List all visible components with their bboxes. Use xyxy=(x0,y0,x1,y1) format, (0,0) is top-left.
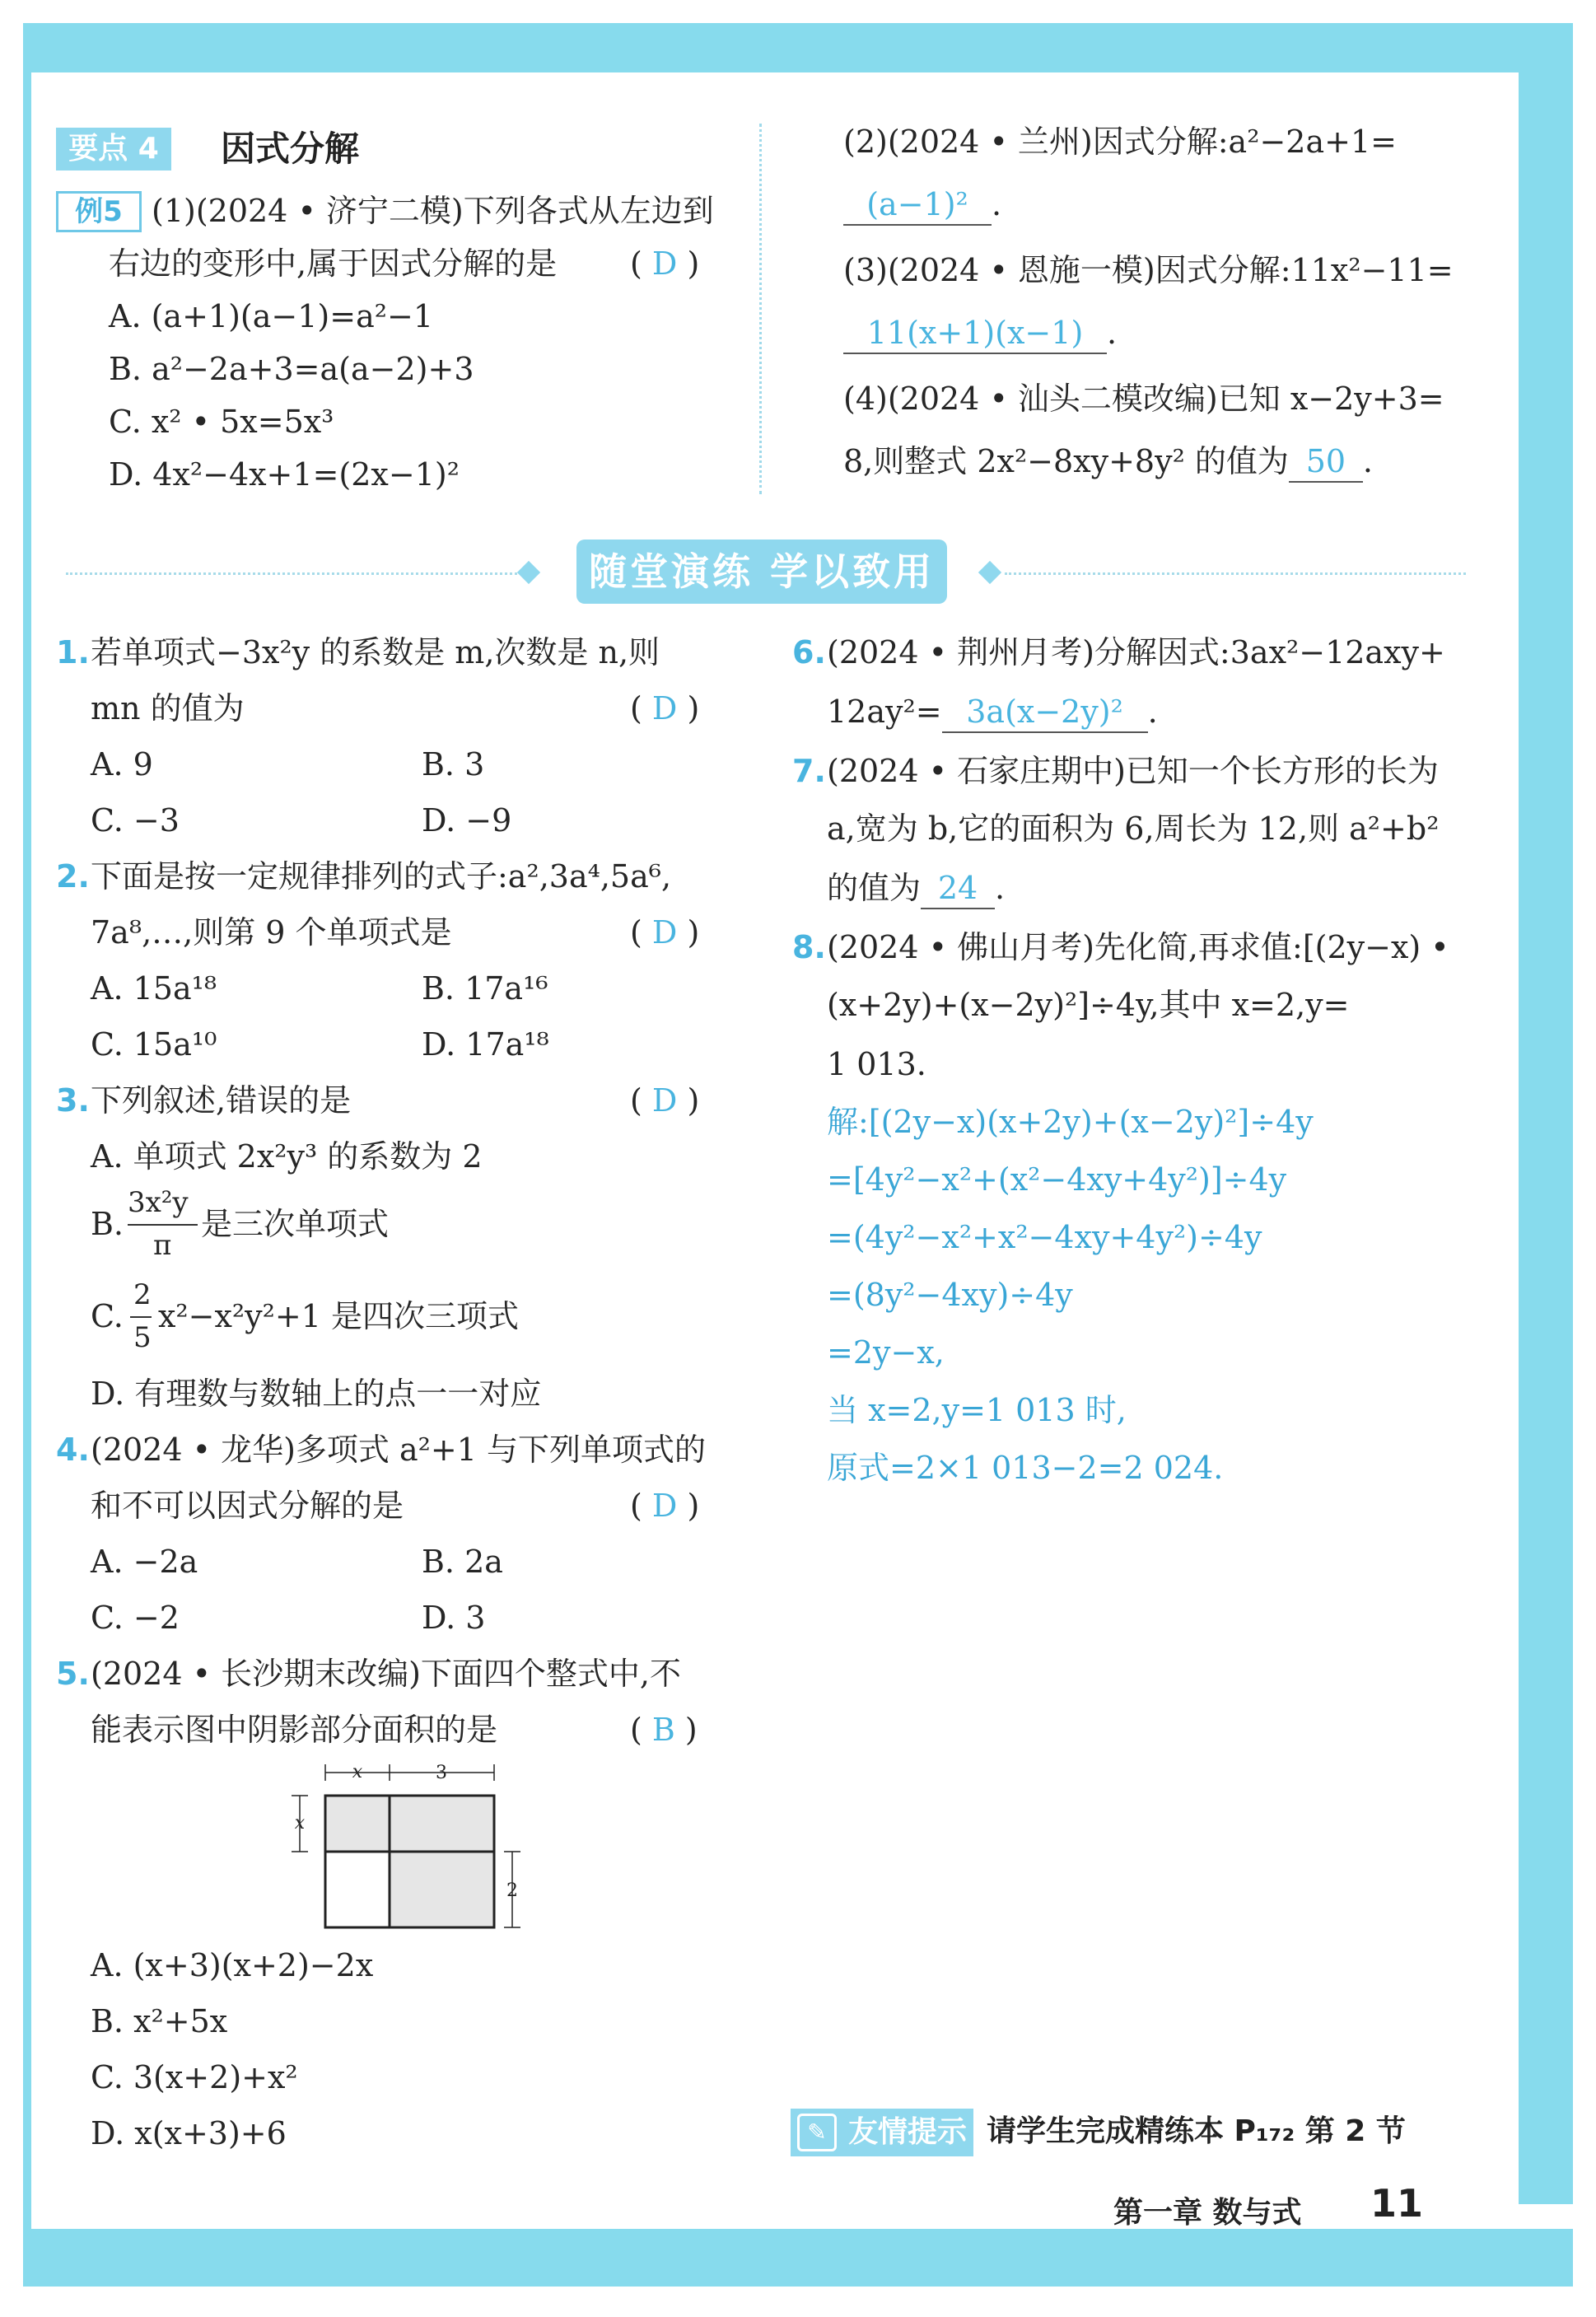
example-q3-line1: (3)(2024 • 恩施一模)因式分解:11x²−11= xyxy=(843,252,1454,288)
exercise-5-answer-paren: ( B ) xyxy=(630,1712,698,1748)
exercise-1-answer: D xyxy=(651,690,678,726)
exercise-2-line1: 下面是按一定规律排列的式子:a²,3a⁴,5a⁶, xyxy=(91,858,672,895)
page-frame-left xyxy=(23,72,31,2229)
exercise-6-line2-text: 12ay²= xyxy=(827,694,942,730)
page-frame-right xyxy=(1517,23,1573,2204)
example-q2-answer-line: (a−1)² . xyxy=(843,186,1001,226)
exercise-4-line1: (2024 • 龙华)多项式 a²+1 与下列单项式的 xyxy=(91,1432,706,1468)
example-q3-answer-line: 11(x+1)(x−1) . xyxy=(843,315,1117,354)
exercise-6-line2: 12ay²= 3a(x−2y)² . xyxy=(827,694,1158,733)
exercise-1-line1: 若单项式−3x²y 的系数是 m,次数是 n,则 xyxy=(91,634,660,670)
exercise-5-option-d: D. x(x+3)+6 xyxy=(91,2115,287,2151)
exercise-7-line3-text: 的值为 xyxy=(827,870,922,906)
exercise-8-line1: (2024 • 佛山月考)先化简,再求值:[(2y−x) • xyxy=(827,929,1449,965)
exercise-1-option-b: B. 3 xyxy=(422,746,485,782)
shaded-bottom-right xyxy=(390,1852,494,1927)
exercise-5-option-a: A. (x+3)(x+2)−2x xyxy=(91,1947,374,1983)
exercise-5-option-b: B. x²+5x xyxy=(91,2003,228,2039)
exercise-3-option-c-numerator: 2 xyxy=(133,1278,152,1311)
exercise-8-solution-line-7: 原式=2×1 013−2=2 024. xyxy=(827,1450,1224,1486)
exercise-8-solution-line-1: 解:[(2y−x)(x+2y)+(x−2y)²]÷4y xyxy=(827,1104,1314,1140)
exercise-2-number: 2. xyxy=(56,858,90,895)
example-q1-option-c: C. x² • 5x=5x³ xyxy=(109,404,334,440)
figure-label-right-2: 2 xyxy=(506,1880,518,1901)
exercise-2-option-a: A. 15a¹⁸ xyxy=(91,970,217,1007)
exercise-3-option-d: D. 有理数与数轴上的点一一对应 xyxy=(91,1376,542,1412)
figure-label-left-x: x xyxy=(294,1813,306,1834)
practice-banner: 随堂演练 学以致用 xyxy=(576,540,947,604)
exercise-8-line3: 1 013. xyxy=(827,1046,926,1082)
exercise-1-answer-paren: ( D ) xyxy=(630,690,700,726)
exercise-3-option-b-numerator: 3x²y xyxy=(128,1186,189,1219)
exercise-8-solution-line-5: =2y−x, xyxy=(827,1334,945,1371)
exercise-5-number: 5. xyxy=(56,1656,90,1692)
example-q4-line2: 8,则整式 2x²−8xy+8y² 的值为 50 . xyxy=(843,443,1373,483)
exercise-2-answer-paren: ( D ) xyxy=(630,914,700,951)
exercise-4-option-a: A. −2a xyxy=(91,1544,198,1580)
exercise-4-option-d: D. 3 xyxy=(422,1600,486,1636)
section-badge: 要点 4 xyxy=(56,128,171,171)
exercise-6-number: 6. xyxy=(792,634,826,670)
exercise-7-line3: 的值为 24 . xyxy=(827,870,1005,909)
shaded-top-left xyxy=(325,1796,390,1852)
example-q1-answer: D xyxy=(651,245,678,282)
exercise-2-answer: D xyxy=(651,914,678,951)
chapter-footer: 第一章 数与式 xyxy=(1113,2196,1302,2230)
exercise-6-answer: 3a(x−2y)² xyxy=(942,694,1148,733)
tip-text: 请学生完成精练本 P₁₇₂ 第 2 节 xyxy=(987,2114,1406,2148)
banner-line-left xyxy=(66,572,527,575)
shaded-top-right xyxy=(390,1796,494,1852)
exercise-3-line1: 下列叙述,错误的是 xyxy=(91,1082,352,1119)
exercise-3-answer-paren: ( D ) xyxy=(630,1082,700,1119)
notebook-icon: ✎ xyxy=(797,2114,837,2151)
exercise-3-answer: D xyxy=(651,1082,678,1119)
exercise-2-line2: 7a⁸,…,则第 9 个单项式是 xyxy=(91,914,452,951)
exercise-1-option-c: C. −3 xyxy=(91,802,180,839)
exercise-2-option-c: C. 15a¹⁰ xyxy=(91,1026,217,1063)
exercise-1-option-a: A. 9 xyxy=(91,746,153,782)
exercise-1-line2: mn 的值为 xyxy=(91,690,245,726)
banner-line-right xyxy=(1005,572,1466,575)
exercise-2-option-d: D. 17a¹⁸ xyxy=(422,1026,549,1063)
example-q1-option-a: A. (a+1)(a−1)=a²−1 xyxy=(109,298,433,334)
exercise-5-line2: 能表示图中阴影部分面积的是 xyxy=(91,1712,498,1748)
example-q4-line1: (4)(2024 • 汕头二模改编)已知 x−2y+3= xyxy=(843,381,1444,417)
page-number: 11 xyxy=(1370,2181,1424,2226)
example-q1-answer-paren: ( D ) xyxy=(630,245,700,282)
example-q1-line2: 右边的变形中,属于因式分解的是 xyxy=(109,245,558,282)
exercise-8-solution-line-6: 当 x=2,y=1 013 时, xyxy=(827,1392,1127,1428)
example-q3-answer: 11(x+1)(x−1) xyxy=(843,315,1107,354)
exercise-7-number: 7. xyxy=(792,753,826,789)
example-q2-answer: (a−1)² xyxy=(843,186,992,226)
example-q4-line2-text: 8,则整式 2x²−8xy+8y² 的值为 xyxy=(843,443,1289,479)
exercise-5-option-c: C. 3(x+2)+x² xyxy=(91,2059,298,2095)
exercise-3-option-b-text: 是三次单项式 xyxy=(201,1206,390,1242)
exercise-8-number: 8. xyxy=(792,929,826,965)
exercise-5-answer: B xyxy=(651,1712,675,1748)
example-q4-answer: 50 xyxy=(1289,443,1363,483)
example-q1-option-d: D. 4x²−4x+1=(2x−1)² xyxy=(109,456,460,493)
example-q2-line1: (2)(2024 • 兰州)因式分解:a²−2a+1= xyxy=(843,124,1397,160)
tip-badge: 友情提示 xyxy=(791,2109,973,2156)
exercise-4-answer-paren: ( D ) xyxy=(630,1488,700,1524)
exercise-1-option-d: D. −9 xyxy=(422,802,512,839)
figure-label-top-x: x xyxy=(352,1763,363,1782)
exercise-4-option-c: C. −2 xyxy=(91,1600,180,1636)
exercise-1-number: 1. xyxy=(56,634,90,670)
exercise-8-solution-line-3: =(4y²−x²+x²−4xy+4y²)÷4y xyxy=(827,1219,1262,1255)
exercise-3-option-c-text: x²−x²y²+1 是四次三项式 xyxy=(158,1298,519,1334)
exercise-3-option-c-label: C. xyxy=(91,1298,124,1334)
exercise-5-figure xyxy=(288,1763,535,1936)
exercise-5-line1: (2024 • 长沙期末改编)下面四个整式中,不 xyxy=(91,1656,682,1692)
exercise-3-option-c-fraction-bar xyxy=(130,1316,152,1318)
exercise-3-option-b-denominator: π xyxy=(153,1229,172,1262)
exercise-8-solution-line-2: =[4y²−x²+(x²−4xy+4y²)]÷4y xyxy=(827,1161,1287,1198)
exercise-3-option-c-denominator: 5 xyxy=(133,1321,152,1354)
exercise-7-answer: 24 xyxy=(921,870,995,909)
exercise-4-option-b: B. 2a xyxy=(422,1544,503,1580)
exercise-7-line2: a,宽为 b,它的面积为 6,周长为 12,则 a²+b² xyxy=(827,810,1440,847)
exercise-7-line1: (2024 • 石家庄期中)已知一个长方形的长为 xyxy=(827,753,1439,789)
exercise-4-number: 4. xyxy=(56,1432,90,1468)
section-title: 因式分解 xyxy=(221,128,360,169)
example-q1-option-b: B. a²−2a+3=a(a−2)+3 xyxy=(109,351,474,387)
column-divider xyxy=(759,124,762,494)
exercise-8-solution-line-4: =(8y²−4xy)÷4y xyxy=(827,1277,1073,1313)
exercise-3-number: 3. xyxy=(56,1082,90,1119)
exercise-8-line2: (x+2y)+(x−2y)²]÷4y,其中 x=2,y= xyxy=(827,987,1350,1023)
page-frame-bottom xyxy=(23,2229,1573,2287)
exercise-6-line1: (2024 • 荆州月考)分解因式:3ax²−12axy+ xyxy=(827,634,1445,670)
example-q1-line1: (1)(2024 • 济宁二模)下列各式从左边到 xyxy=(152,193,714,229)
exercise-2-option-b: B. 17a¹⁶ xyxy=(422,970,548,1007)
exercise-4-answer: D xyxy=(651,1488,678,1524)
page-frame-top xyxy=(23,23,1573,72)
exercise-3-option-a: A. 单项式 2x²y³ 的系数为 2 xyxy=(91,1138,483,1175)
example-badge: 例5 xyxy=(56,191,142,232)
exercise-3-option-b-fraction-bar xyxy=(128,1224,198,1226)
exercise-4-line2: 和不可以因式分解的是 xyxy=(91,1488,404,1524)
exercise-3-option-b-label: B. xyxy=(91,1206,124,1242)
figure-label-top-3: 3 xyxy=(436,1763,447,1783)
